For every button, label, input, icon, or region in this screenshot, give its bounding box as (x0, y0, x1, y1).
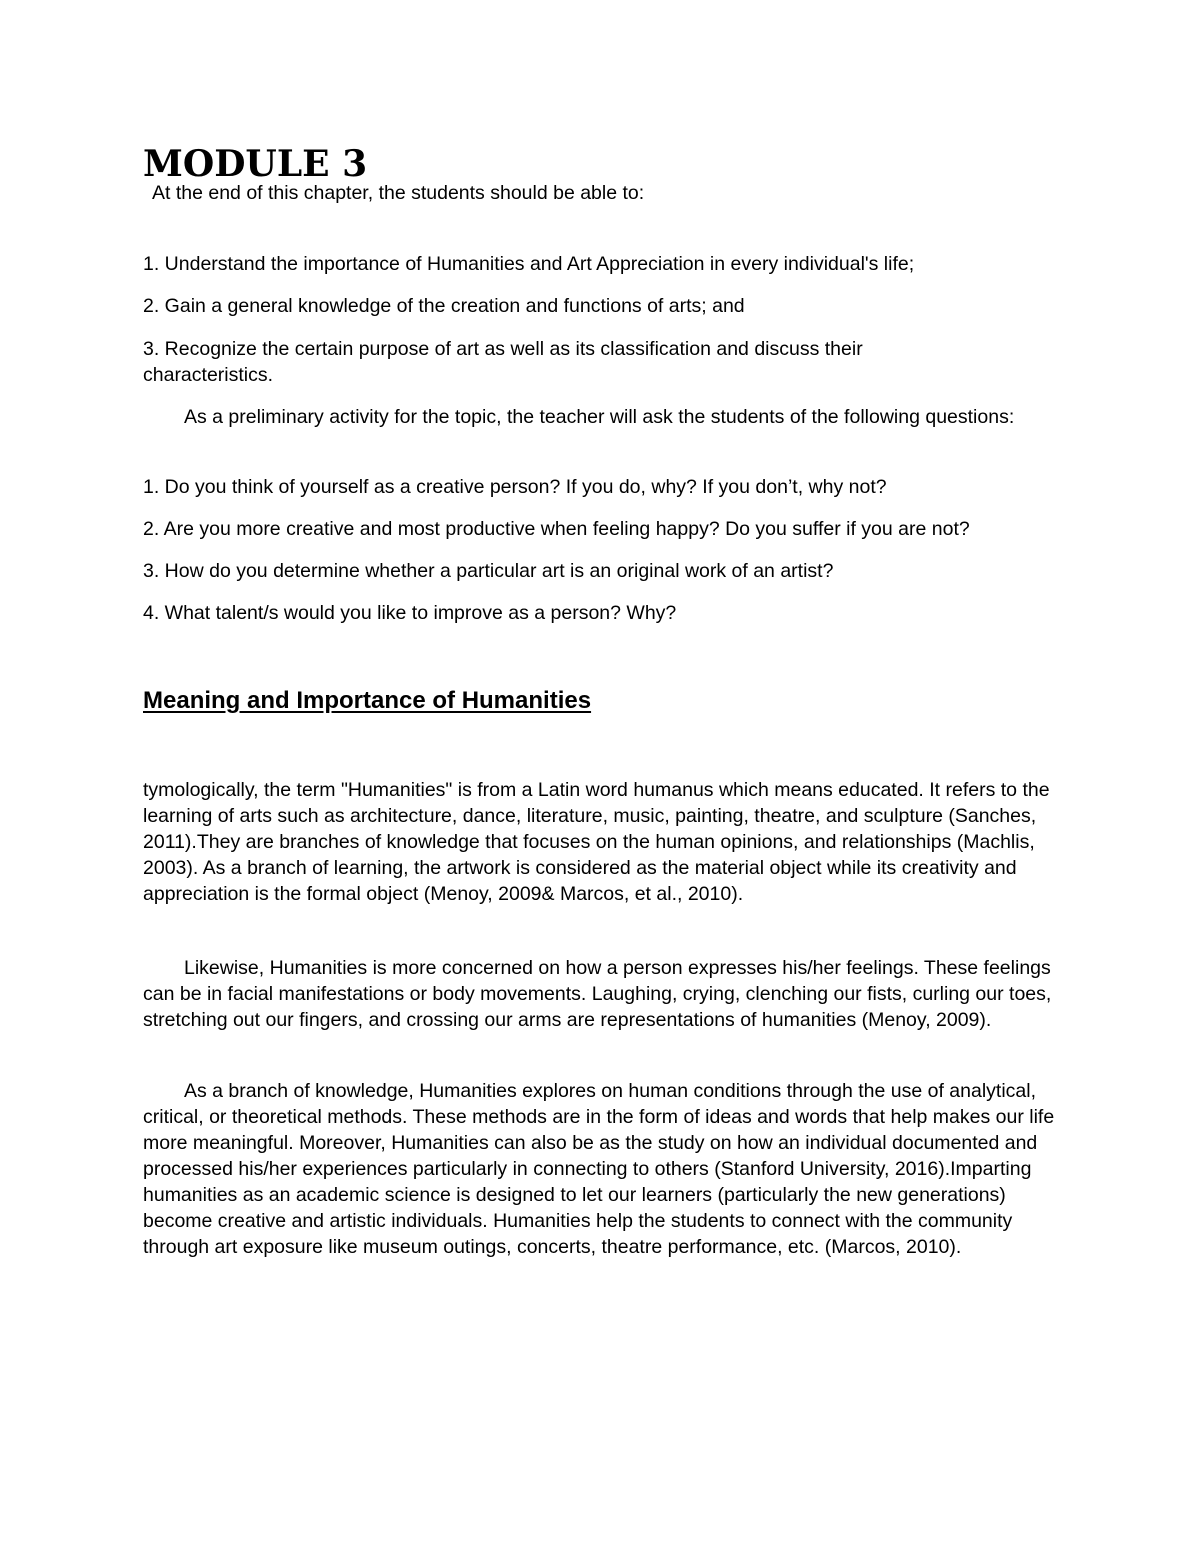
body-paragraph: As a branch of knowledge, Humanities explores on human conditions through the use of analytical, critical, or theoretical methods. These methods are in the form of ideas and words that help makes our life more meaningful. Moreover, Humanities can also be as the study on how an individual documented and processed his/her experiences particularly in connecting to others (Stanford University, 2016).Imparting humanities as an academic science is designed to let our learners (particularly the new generations) become creative and artistic individuals. Humanities help the students to connect with the community through art exposure like museum outings, concerts, theatre performance, etc. (Marcos, 2010). (143, 1080, 1055, 1258)
question-item: 4. What talent/s would you like to improve as a person? Why? (143, 602, 677, 624)
objective-item: 1. Understand the importance of Humanities and Art Appreciation in every individual's life; (143, 253, 915, 275)
module-title: MODULE 3 (143, 143, 368, 185)
question-item: 3. How do you determine whether a particular art is an original work of an artist? (143, 560, 834, 582)
objectives-intro: At the end of this chapter, the students should be able to: (152, 182, 645, 204)
objective-item: 3. Recognize the certain purpose of art as well as its classification and discuss their characteristics. (143, 338, 863, 386)
question-item: 1. Do you think of yourself as a creative person? If you do, why? If you don’t, why not? (143, 476, 887, 498)
objective-item: 2. Gain a general knowledge of the creation and functions of arts; and (143, 295, 745, 317)
preliminary-intro: As a preliminary activity for the topic, the teacher will ask the students of the following questions: (184, 406, 1015, 428)
body-paragraph: tymologically, the term "Humanities" is from a Latin word humanus which means educated. It refers to the learning of arts such as architecture, dance, literature, music, painting, theatre, and sculpture (Sanches, 2011).They are branches of knowledge that focuses on the human opinions, and relationships (Machlis, 2003). As a branch of learning, the artwork is considered as the material object while its creativity and appreciation is the formal object (Menoy, 2009& Marcos, et al., 2010). (143, 779, 1050, 905)
section-heading: Meaning and Importance of Humanities (143, 687, 592, 714)
body-paragraph: Likewise, Humanities is more concerned on how a person expresses his/her feelings. These feelings can be in facial manifestations or body movements. Laughing, crying, clenching our fists, curling our toes, stretching out our fingers, and crossing our arms are representations of humanities (Menoy, 2009). (143, 957, 1052, 1031)
question-item: 2. Are you more creative and most productive when feeling happy? Do you suffer if you are not? (143, 518, 970, 540)
